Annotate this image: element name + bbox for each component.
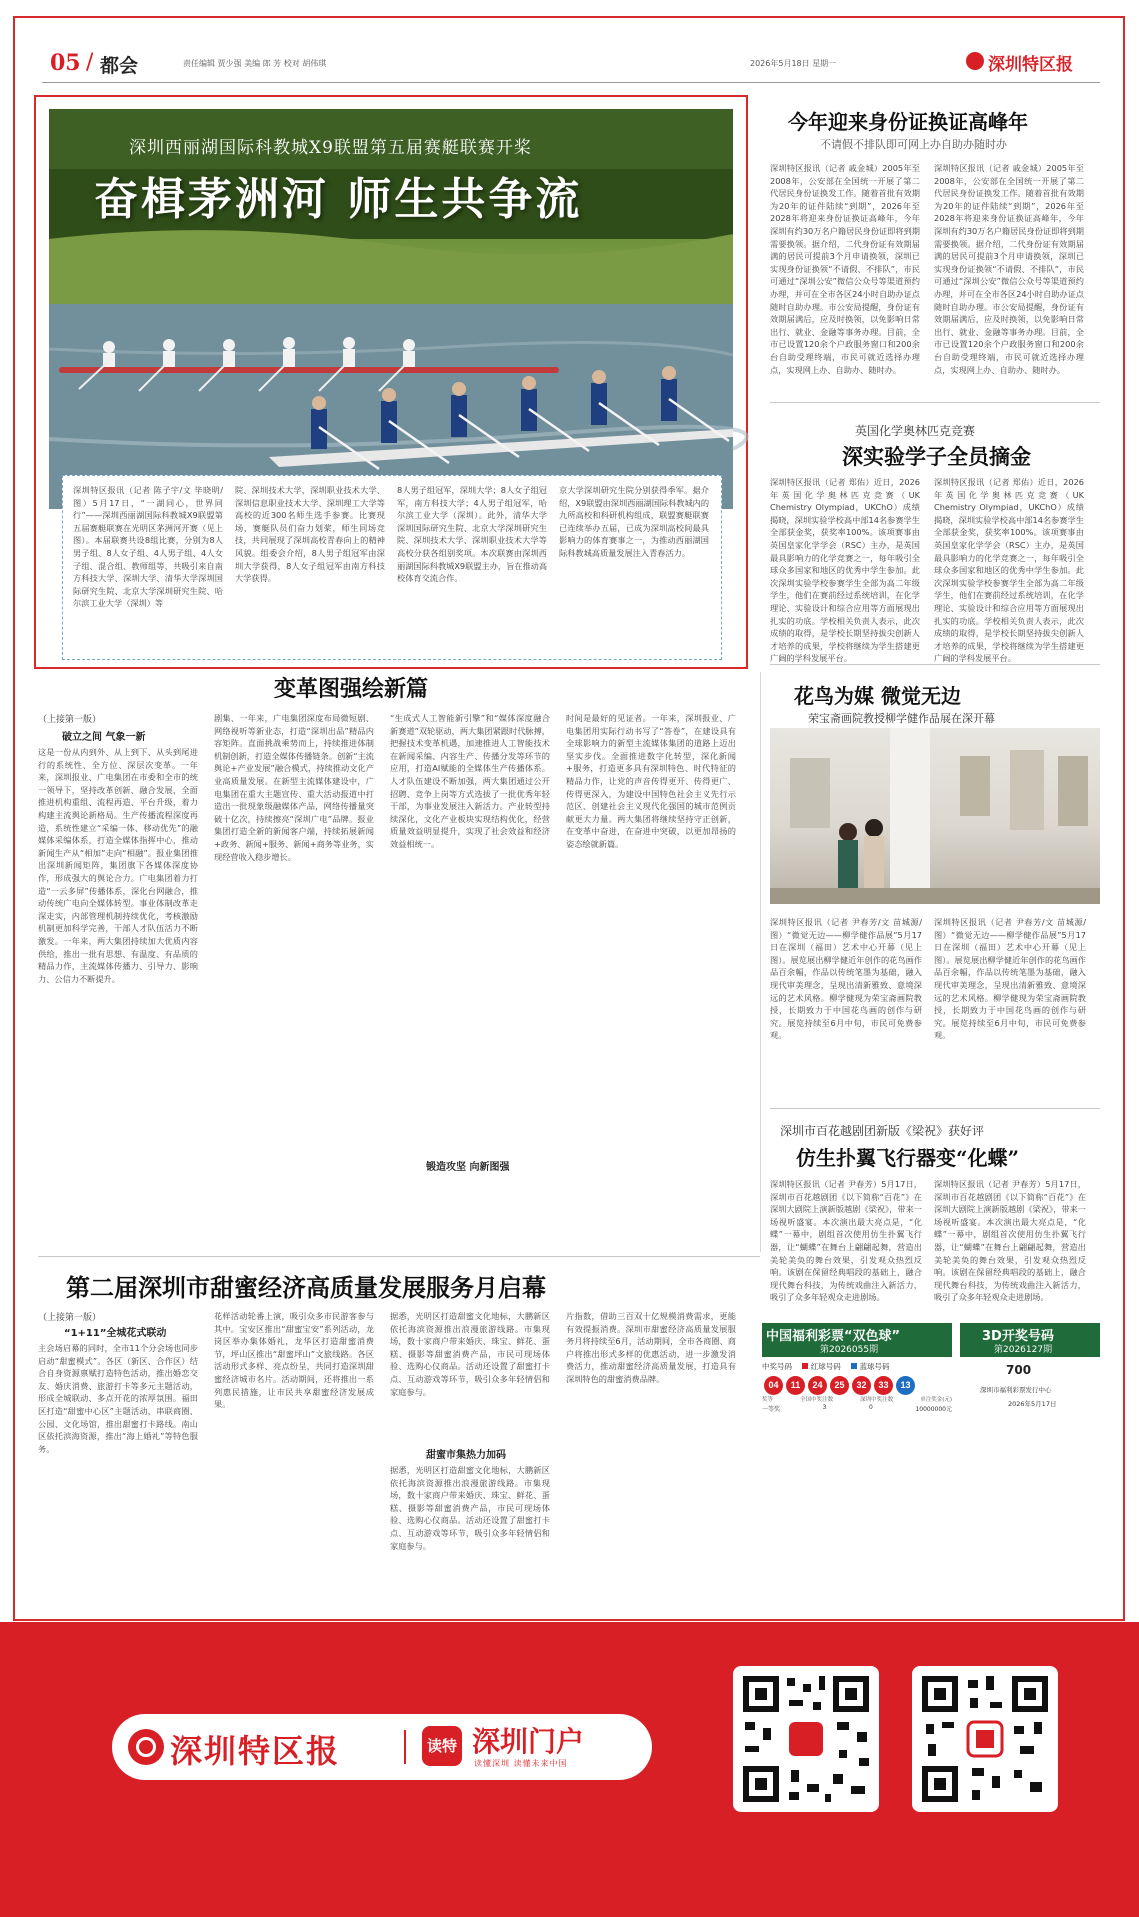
gallery-photo — [770, 728, 1100, 904]
table-header-cell: 奖等 — [762, 1397, 774, 1403]
threed-number: 700 — [1006, 1363, 1032, 1377]
sweet-text-col-4: 片指数，借助三百双十亿规模消费需求，更能有效提振消费。深圳市甜蜜经济高质量发展服务月将持续至6月，活动期间，全市各商圈、商户将推出形式多样的优惠活动，进一步激发消费活力，推动甜蜜经济高质量发展，打造具有深圳特色的甜蜜消费品牌。 — [566, 1311, 736, 1384]
table-header-cell: 单注奖金(元) — [920, 1397, 952, 1403]
rule-right-2 — [770, 664, 1100, 665]
feature-box — [34, 95, 748, 669]
rule-right-1 — [770, 402, 1100, 403]
red-ball: 25 — [830, 1376, 849, 1395]
legend-red: 红球号码 — [810, 1362, 841, 1371]
blue-ball: 13 — [896, 1376, 915, 1395]
rule-right-3 — [770, 1108, 1100, 1109]
legend-blue: 蓝球号码 — [859, 1362, 890, 1371]
welfare-header — [762, 1323, 952, 1357]
butterfly-title: 仿生扑翼飞行器变“化蝶” — [796, 1146, 1020, 1170]
reform-text-col-1: 这是一份从内到外、从上到下、从头到尾进行的系统性、全方位、深层次变革。一年来，深圳报业、广电集团在市委和全市的统一领导下，坚持改革创新、融合发展，全面推进机构重组、流程再造、平台升级，着力构建主流舆论新格局。生产传播流程深度再造，系统性建立“采编一体、移动优先”的融媒体采编体系，打造全媒体指挥中心，推动新闻生产从“相加”走向“相融”。报业集团推出深圳新闻矩阵，集团旗下各媒体深度协作，形成强大的舆论合力。广电集团着力打造“一云多屏”传播体系，深化台网融合，推动传统广电向全媒体转型。事业体制改革走深走实，内部管理机制持续优化，考核激励机制更加科学完善，干部人才队伍活力不断激发。一年来，两大集团持续加大优质内容供给，推出一批有思想、有温度、有品质的精品力作，主流媒体传播力、引导力、影响力、公信力不断提升。 — [38, 747, 198, 984]
article-chemistry — [770, 408, 1100, 664]
reform-kicker: （上接第一版） — [38, 715, 102, 725]
sweet-text-col-3b: 据悉，光明区打造甜蜜文化地标，大鹏新区依托海滨资源推出浪漫旅游线路。市集现场，数十家商户带来婚庆、珠宝、鲜花、蛋糕、摄影等甜蜜消费产品，市民可现场体验、选购心仪商品。活动还设置了甜蜜打卡点、互动游戏等环节，吸引众多年轻情侣和家庭参与。 — [390, 1465, 550, 1551]
threed-title: 3D开奖号码 — [982, 1329, 1054, 1344]
red-ball: 04 — [764, 1376, 783, 1395]
butterfly-text-col-1: 深圳特区报讯（记者 尹春芳）5月17日，深圳市百花越剧团《以下简称“百花”》在深圳大剧院上演新版越剧《梁祝》，带来一场视听盛宴。本次演出最大亮点是，“化蝶”一幕中，剧组首次使用仿生扑翼飞行器，让“蝴蝶”在舞台上翩翩起舞，营造出美轮美奂的舞台效果，引发观众热烈反响。该剧在保留经典唱段的基础上，融合现代舞台科技，为传统戏曲注入新活力，吸引了众多年轻观众走进剧场。 — [770, 1179, 922, 1303]
red-ball: 32 — [852, 1376, 871, 1395]
editors-line: 责任编辑 贾少强 美编 郎 芳 校对 胡伟琪 — [183, 59, 327, 68]
sweet-subhead-1: “1+11”全城花式联动 — [64, 1328, 167, 1339]
app-slogan: 读懂深圳 读懂未来中国 — [474, 1759, 568, 1768]
feature-title: 奋楫茅洲河 师生共争流 — [94, 174, 583, 225]
lottery-box — [762, 1323, 1100, 1415]
chem-title: 深实验学子全员摘金 — [842, 444, 1031, 469]
lottery-table-row — [762, 1404, 952, 1413]
brand-seal-icon — [128, 1729, 164, 1765]
id-card-text-col-1: 深圳特区报讯（记者 戚金城）2005年至2008年，公安部在全国统一开展了第二代居民身份证换发工作。随着首批有效期为20年的证件陆续“到期”，2026年至2028年将迎来身份证换证高峰年，今年深圳有约30万名户籍居民身份证即将到期需要换领。据介绍，二代身份证有效期届满的居民可提前3个月申请换领，深圳已实现身份证换领“不请假、不排队”，市民可通过“深圳公安”微信公众号等渠道预约办理，并可在全市各区24小时自助办证点随时自助办理。市公安局提醒，身份证有效期届满后，应及时换领，以免影响日常出行、就业、金融等事务办理。目前，全市已设置120余个户政服务窗口和200余台自助受理终端，市民可就近选择办理点，实现网上办、自助办、随时办。 — [770, 163, 920, 375]
table-cell: 0 — [869, 1404, 873, 1411]
feature-caption-col-1: 深圳特区报讯（记者 陈子宇/文 毕晓明/图）5月17日，“一湖同心，世界同行”——深圳西丽湖国际科教城X9联盟第五届赛艇联赛在光明区茅洲河开赛（见上图）。本届联赛共设8组比赛，分别为8人男子组、8人女子组、4人男子组、4人女子组、混合组、教师组等，共吸引来自南方科技大学、深圳大学、清华大学深圳国际研究生院、北京大学深圳研究生院、哈尔滨工业大学（深圳）等 — [73, 485, 223, 609]
reform-text-col-2: 剧集、一年来，广电集团深度布局微短剧、网络视听等新业态，打造“深圳出品”精品内容矩阵。直面挑战乘势而上，持续推进体制机制创新，打造全媒体传播链条。创新“主流舆论+产业发展”融合模式，持续推动文化产业高质量发展。在新型主流媒体建设中，广电集团在重大主题宣传、重大活动报道中打造出一批现象级融媒体产品，网络传播量突破十亿次，持续擦亮“深圳广电”品牌。报业集团打造全新的新闻客户端，持续拓展新闻+政务、新闻+服务、新闻+商务等业务，实现经营收入稳步增长。 — [214, 713, 374, 862]
threed-header — [960, 1323, 1100, 1357]
chem-text-col-1: 深圳特区报讯（记者 郑佑）近日，2026年英国化学奥林匹克竞赛（UK Chemistry Olympiad，UKChO）成绩揭晓，深圳实验学校高中部14名参赛学生全部获金奖，获奖率100%。该项赛事由英国皇家化学学会（RSC）主办，是英国最具影响力的化学竞赛之一，每年吸引全球众多国家和地区的优秀中学生参加。此次深圳实验学校参赛学生全部为高二年级学生，他们在赛前经过系统培训，在化学理论、实验设计和综合应用等方面展现出扎实的功底。学校相关负责人表示，此次成绩的取得，是学校长期坚持拔尖创新人才培养的成果，学校将继续为学生搭建更广阔的学科发展平台。 — [770, 477, 920, 664]
butterfly-text-col-2: 深圳特区报讯（记者 尹春芳）5月17日，深圳市百花越剧团《以下简称“百花”》在深圳大剧院上演新版越剧《梁祝》，带来一场视听盛宴。本次演出最大亮点是，“化蝶”一幕中，剧组首次使用仿生扑翼飞行器，让“蝴蝶”在舞台上翩翩起舞，营造出美轮美奂的舞台效果，引发观众热烈反响。该剧在保留经典唱段的基础上，融合现代舞台科技，为传统戏曲注入新活力，吸引了众多年轻观众走进剧场。 — [934, 1179, 1086, 1303]
lottery-balls — [764, 1373, 954, 1395]
footer-banner — [0, 1622, 1139, 1917]
sweet-text-col-1: 主会场启幕的同时，全市11个分会场也同步启动“甜蜜模式”。各区（新区、合作区）结合自身资源禀赋打造特色活动，推出婚恋交友、婚庆消费、旅游打卡等多元主题活动，形成全城联动、多点开花的浓厚氛围。福田区打造“甜蜜中心区”主题活动，串联商圈、公园、文化场馆，推出甜蜜打卡路线。南山区依托滨海资源，推出“海上婚礼”等特色服务。 — [38, 1343, 198, 1454]
brand-logo-icon — [966, 52, 984, 70]
flower-text-col-1: 深圳特区报讯（记者 尹春芳/文 苗城源/图）“微觉无边——柳学健作品展”5月17日在深圳（福田）艺术中心开幕（见上图）。展览展出柳学健近年创作的花鸟画作品百余幅，作品以传统笔墨为基础，融入现代审美理念，呈现出清新雅致、意境深远的艺术风格。柳学健现为荣宝斋画院教授，长期致力于中国花鸟画的创作与研究。展览持续至6月中旬，市民可免费参观。 — [770, 917, 922, 1041]
reform-text-col-3: “生成式人工智能新引擎”和“媒体深度融合新赛道”双轮驱动，两大集团紧跟时代脉搏，把握技术变革机遇，加速推进人工智能技术在新闻采编、内容生产、传播分发等环节的应用，打造AI赋能的全媒体生产传播体系。人才队伍建设不断加强，两大集团通过公开招聘、竞争上岗等方式选拔了一批优秀年轻干部，为事业发展注入新活力。产业转型持续深化，文化产业板块实现结构优化，经营质量效益明显提升，实现了社会效益和经济效益相统一。 — [390, 713, 550, 849]
id-card-title: 今年迎来身份证换证高峰年 — [788, 110, 1028, 134]
rowing-photo — [49, 109, 733, 509]
legend-winning: 中奖号码 — [762, 1362, 792, 1371]
flower-text-col-2: 深圳特区报讯（记者 尹春芳/文 苗城源/图）“微觉无边——柳学健作品展”5月17日在深圳（福田）艺术中心开幕（见上图）。展览展出柳学健近年创作的花鸟画作品百余幅，作品以传统笔墨为基础，融入现代审美理念，呈现出清新雅致、意境深远的艺术风格。柳学健现为荣宝斋画院教授，长期致力于中国花鸟画的创作与研究。展览持续至6月中旬，市民可免费参观。 — [934, 917, 1086, 1041]
article-id-card — [770, 96, 1100, 386]
reform-title: 变革图强绘新篇 — [274, 676, 429, 702]
brand-seal-inner — [136, 1737, 156, 1757]
feature-subtitle: 深圳西丽湖国际科教城X9联盟第五届赛艇联赛开桨 — [129, 138, 532, 158]
article-reform — [38, 670, 760, 1250]
table-cell: 3 — [822, 1404, 827, 1411]
qr-code-icon[interactable] — [912, 1666, 1058, 1812]
sweet-kicker: （上接第一版） — [38, 1313, 102, 1323]
page-header — [38, 46, 1101, 80]
gallery-photo-art — [770, 728, 1100, 904]
lottery-issuer: 深圳市福利彩票发行中心 — [980, 1386, 1052, 1394]
issue-date: 2026年5月18日 星期一 — [750, 59, 837, 68]
reform-subhead-1: 破立之间 气象一新 — [62, 732, 146, 743]
vrule-1 — [760, 672, 761, 1252]
feature-caption-col-4: 京大学深圳研究生院分别获得季军。据介绍，X9联盟由深圳西丽湖国际科教城内的九所高校和科研机构组成，联盟赛艇联赛已连续举办五届，已成为深圳高校间最具影响力的体育赛事之一，为推动西丽湖国际科教城高质量发展注入青春活力。 — [559, 485, 710, 558]
reform-subhead-2: 锻造攻坚 向新图强 — [426, 1162, 510, 1173]
red-ball: 11 — [786, 1376, 805, 1395]
threed-issue: 第2026127期 — [994, 1345, 1053, 1355]
section-name: 都会 — [100, 55, 139, 77]
blue-legend-icon — [851, 1363, 857, 1369]
id-card-subtitle: 不请假不排队即可网上办自助办随时办 — [820, 138, 1007, 151]
qr-code-art — [912, 1666, 1058, 1812]
welfare-title: 中国福利彩票“双色球” — [766, 1329, 901, 1344]
qr-code-art — [733, 1666, 879, 1812]
brand-name: 深圳特区报 — [988, 55, 1073, 75]
red-ball: 24 — [808, 1376, 827, 1395]
lottery-date: 2026年5月17日 — [1008, 1400, 1057, 1408]
lottery-table-header — [762, 1395, 952, 1403]
chem-kicker: 英国化学奥林匹克竞赛 — [855, 424, 976, 438]
app-badge-icon: 读特 — [422, 1726, 462, 1766]
butterfly-kicker: 深圳市百花越剧团新版《梁祝》获好评 — [780, 1124, 985, 1138]
flower-subtitle: 荣宝斋画院教授柳学健作品展在深开幕 — [808, 712, 995, 725]
feature-caption-col-2: 院、深圳技术大学，深圳职业技术大学、深圳信息职业技术大学、深圳理工大学等高校的近300名师生选手参赛。比赛现场，赛艇队员们奋力划桨，师生同场竞技，共同展现了深圳高校青春向上的精神风貌。组委会介绍，8人男子组冠军由深圳大学获得，8人女子组冠军由南方科技大学获得。 — [235, 485, 385, 584]
sweet-text-col-3: 据悉，光明区打造甜蜜文化地标，大鹏新区依托海滨资源推出浪漫旅游线路。市集现场，数十家商户带来婚庆、珠宝、鲜花、蛋糕、摄影等甜蜜消费产品，市民可现场体验、选购心仪商品。活动还设置了甜蜜打卡点、互动游戏等环节，吸引众多年轻情侣和家庭参与。 — [390, 1311, 550, 1397]
footer-divider — [404, 1730, 406, 1764]
table-header-cell: 深圳中奖注数 — [860, 1397, 894, 1403]
footer-brand-name: 深圳特区报 — [170, 1732, 341, 1770]
article-butterfly — [770, 1114, 1100, 1314]
page-slash: / — [86, 50, 94, 75]
red-legend-icon — [802, 1363, 808, 1369]
table-cell: 一等奖 — [762, 1406, 781, 1413]
feature-caption-col-3: 8人男子组冠军，深圳大学；8人女子组冠军，南方科技大学；4人男子组冠军，哈尔滨工业大学（深圳）。此外，清华大学深圳国际研究生院、北京大学深圳研究生院、深圳技术大学、深圳职业技术大学等高校分获各组别奖项。本次联赛由深圳西丽湖国际科教城X9联盟主办，旨在推动高校体育交流合作。 — [397, 485, 548, 584]
red-ball: 33 — [874, 1376, 893, 1395]
qr-code-icon[interactable] — [733, 1666, 879, 1812]
chem-text-col-2: 深圳特区报讯（记者 郑佑）近日，2026年英国化学奥林匹克竞赛（UK Chemistry Olympiad，UKChO）成绩揭晓，深圳实验学校高中部14名参赛学生全部获金奖，获奖率100%。该项赛事由英国皇家化学学会（RSC）主办，是英国最具影响力的化学竞赛之一，每年吸引全球众多国家和地区的优秀中学生参加。此次深圳实验学校参赛学生全部为高二年级学生，他们在赛前经过系统培训，在化学理论、实验设计和综合应用等方面展现出扎实的功底。学校相关负责人表示，此次成绩的取得，是学校长期坚持拔尖创新人才培养的成果，学校将继续为学生搭建更广阔的学科发展平台。 — [934, 477, 1084, 664]
article-sweet — [38, 1262, 760, 1612]
sweet-subhead-2: 甜蜜市集热力加码 — [426, 1450, 506, 1461]
welfare-issue: 第2026055期 — [820, 1345, 879, 1355]
sweet-text-col-2: 花样活动轮番上演，吸引众多市民游客参与其中。宝安区推出“甜蜜宝安”系列活动，龙岗区举办集体婚礼，龙华区打造甜蜜消费节，坪山区推出“甜蜜坪山”文旅线路。各区活动形式多样、亮点纷呈，共同打造深圳甜蜜经济城市名片。活动期间，还将推出一系列惠民措施，让市民共享甜蜜经济发展成果。 — [214, 1311, 374, 1410]
page-number: 05 — [50, 50, 81, 76]
table-header-cell: 全国中奖注数 — [800, 1397, 834, 1403]
lottery-legend — [762, 1361, 952, 1372]
rule-left-1 — [38, 1256, 760, 1257]
footer-brand-pill — [112, 1714, 652, 1780]
reform-text-col-4: 时间是最好的见证者。一年来，深圳报业、广电集团用实际行动书写了“答卷”，在建设具有全球影响力的新型主流媒体集团的道路上迈出坚实步伐。全面推进数字化转型，深化新闻+服务，打造更多具有深圳特色、时代特征的精品力作，让党的声音传得更开、传得更广、传得更深入，为建设中国特色社会主义先行示范区、创建社会主义现代化强国的城市范例贡献更大力量。两大集团将继续坚持守正创新，在变革中奋进，在奋进中突破，以更加昂扬的姿态绘就新篇。 — [566, 713, 736, 849]
id-card-text-col-2: 深圳特区报讯（记者 戚金城）2005年至2008年，公安部在全国统一开展了第二代居民身份证换发工作。随着首批有效期为20年的证件陆续“到期”，2026年至2028年将迎来身份证换证高峰年，今年深圳有约30万名户籍居民身份证即将到期需要换领。据介绍，二代身份证有效期届满的居民可提前3个月申请换领，深圳已实现身份证换领“不请假、不排队”，市民可通过“深圳公安”微信公众号等渠道预约办理，并可在全市各区24小时自助办证点随时自助办理。市公安局提醒，身份证有效期届满后，应及时换领，以免影响日常出行、就业、金融等事务办理。目前，全市已设置120余个户政服务窗口和200余台自助受理终端，市民可就近选择办理点，实现网上办、自助办、随时办。 — [934, 163, 1084, 375]
feature-caption-box — [62, 475, 722, 660]
article-flower — [770, 672, 1100, 1102]
sweet-title: 第二届深圳市甜蜜经济高质量发展服务月启幕 — [66, 1273, 546, 1302]
flower-title: 花鸟为媒 微觉无边 — [794, 684, 961, 708]
table-cell: 10000000元 — [915, 1406, 952, 1413]
header-rule — [42, 82, 1100, 83]
app-name: 深圳门户 — [472, 1725, 585, 1758]
